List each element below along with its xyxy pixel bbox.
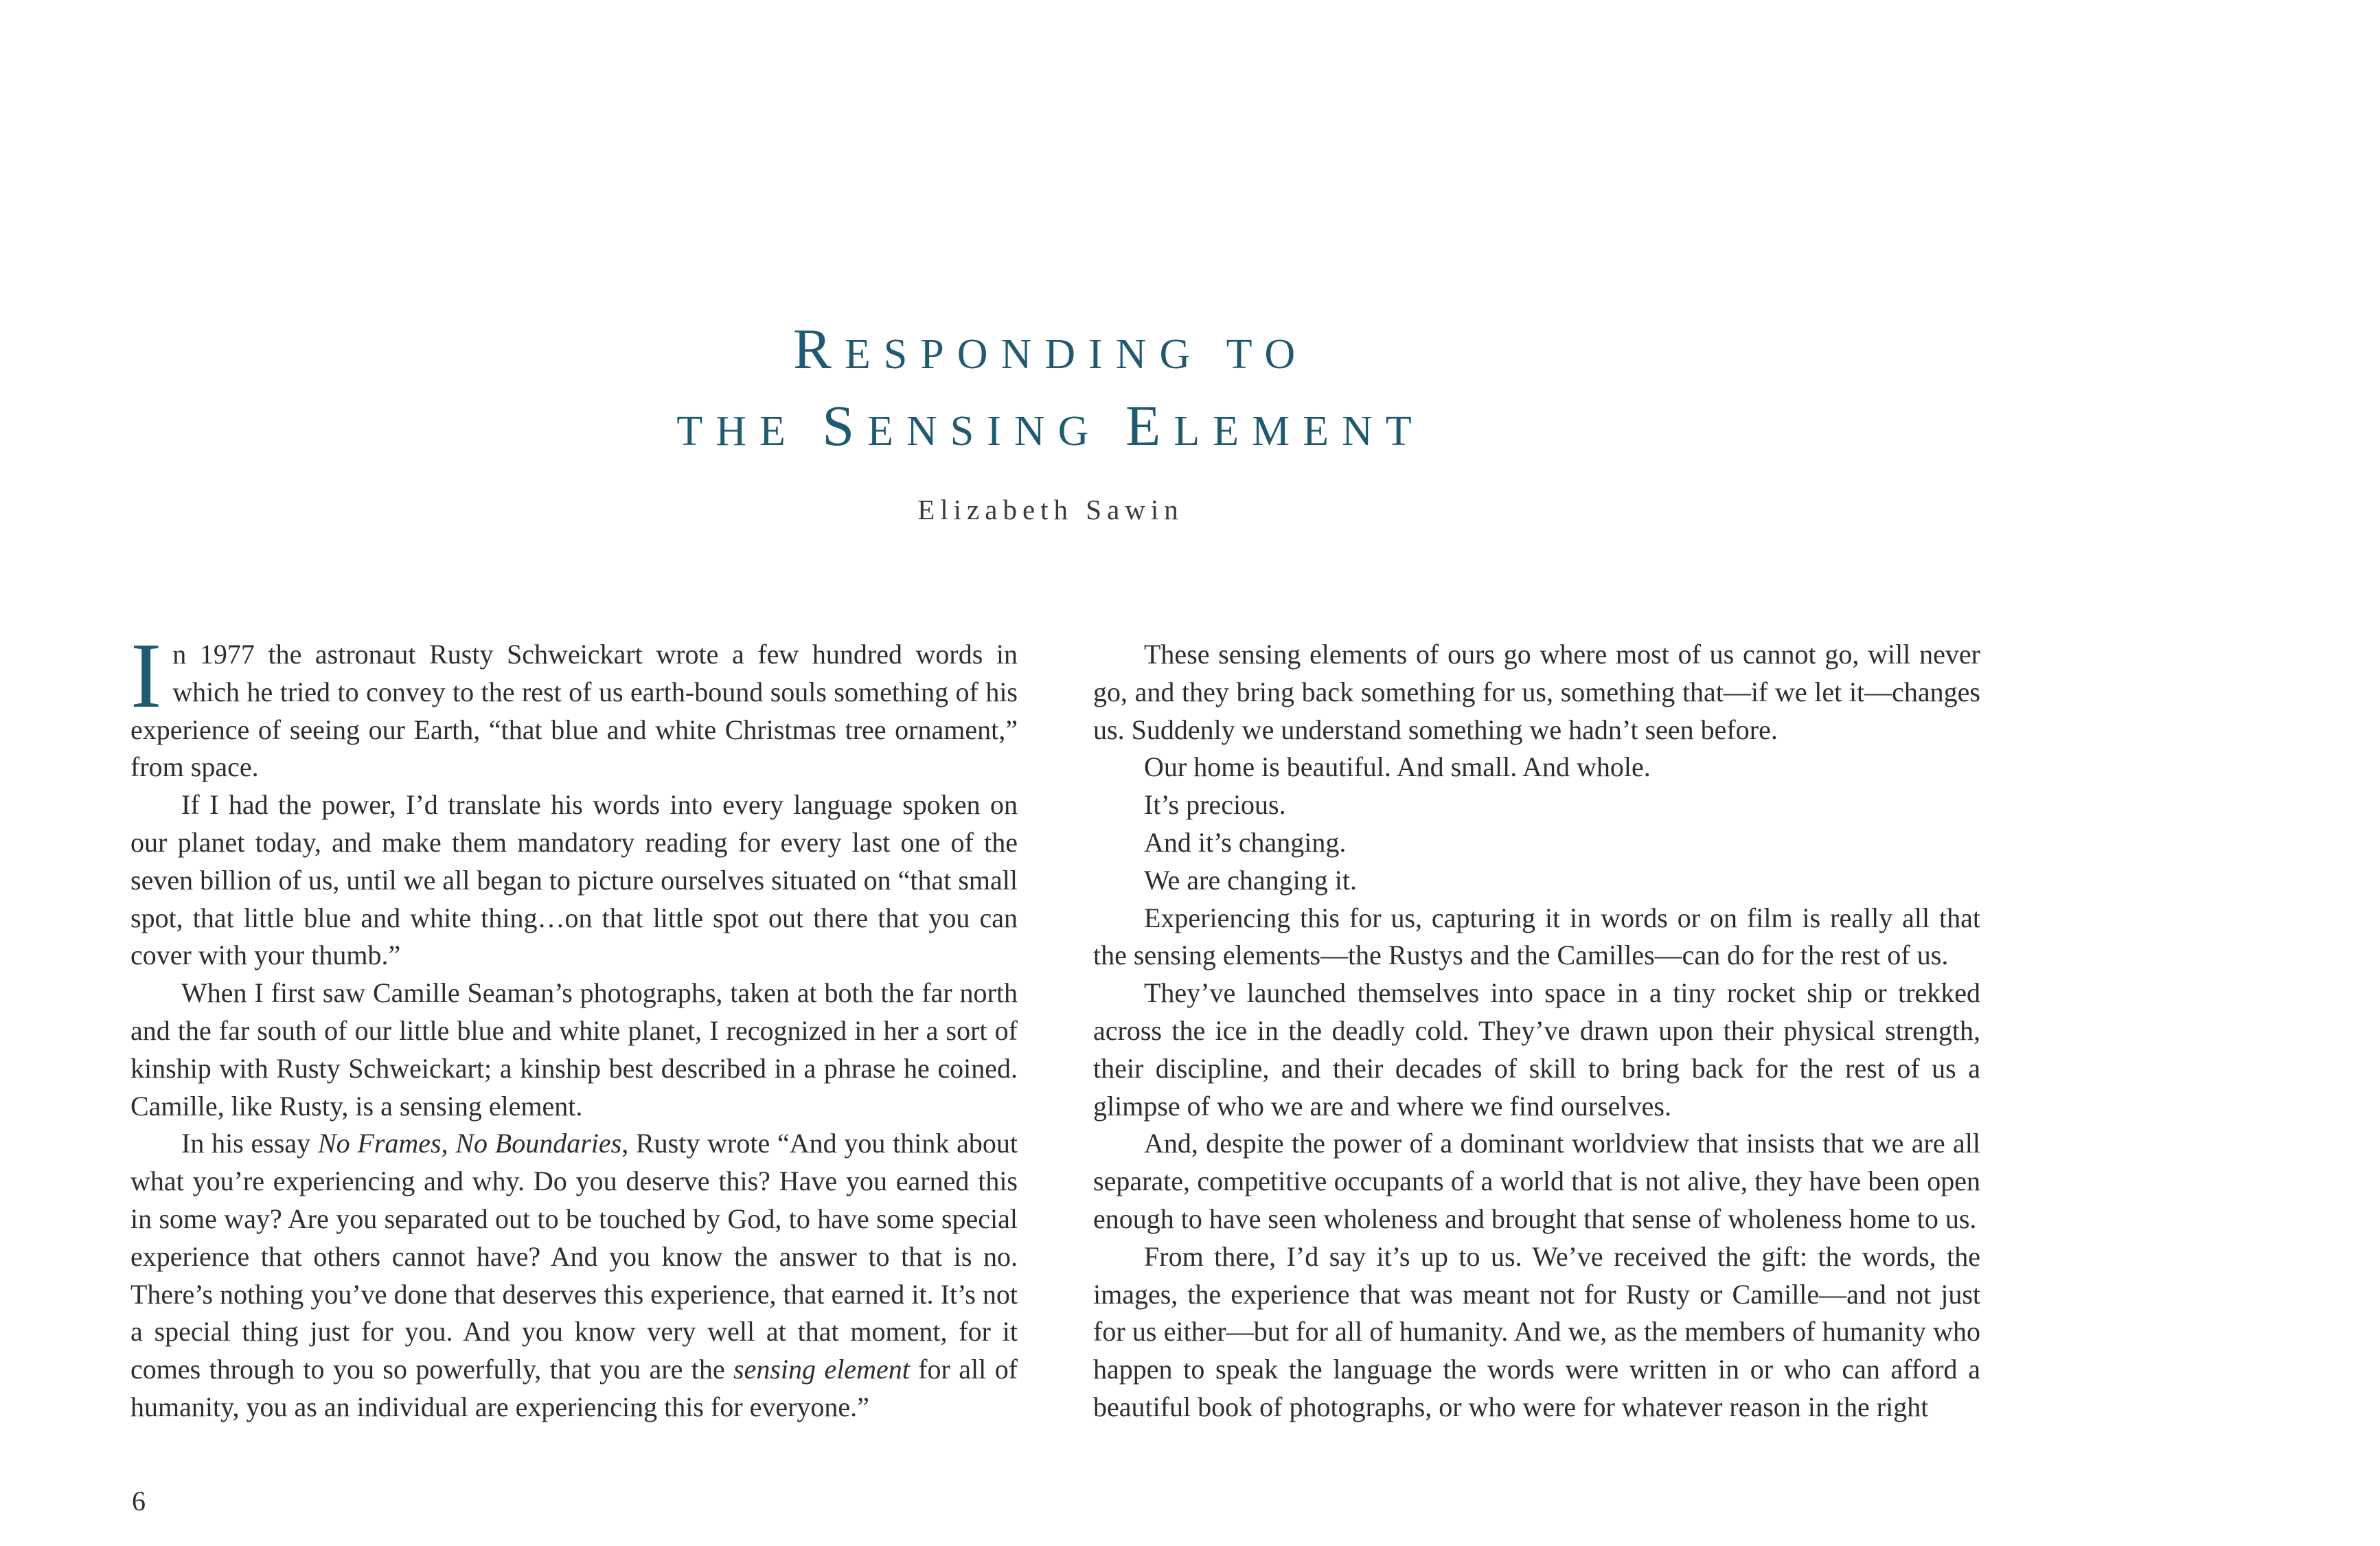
paragraph-text: n 1977 the astronaut Rusty Schweickart wrote a few hundred words in which he tried to convey to the rest of us earth-bound souls something of his experience of seeing our Earth, “that blue and white Christmas tree ornament,” from space. bbox=[130, 639, 1018, 783]
paragraph-text: In his essay bbox=[181, 1128, 318, 1159]
paragraph-text: for all of humanity, you as an individual are experiencing this for everyone.” bbox=[130, 1354, 1018, 1422]
title-initial-r: R bbox=[792, 317, 845, 381]
paragraph: And it’s changing. bbox=[1144, 826, 1347, 858]
paragraph bbox=[130, 1125, 1018, 1426]
author-name: Elizabeth Sawin bbox=[917, 494, 1184, 525]
essay-title: No Frames, No Boundaries bbox=[317, 1128, 622, 1159]
page-number: 6 bbox=[132, 1486, 146, 1516]
title-line-1 bbox=[0, 316, 2101, 383]
paragraph: It’s precious. bbox=[1144, 789, 1286, 821]
right-column bbox=[1093, 636, 1980, 1426]
title-text: LEMENT bbox=[1174, 408, 1425, 455]
paragraph: We are changing it. bbox=[1144, 864, 1357, 896]
left-column bbox=[130, 624, 1018, 1426]
paragraph: Our home is beautiful. And small. And whole. bbox=[1144, 751, 1651, 783]
paragraph: When I first saw Camille Seaman’s photographs, taken at both the far north and the far south of our little blue and white planet, I recognized in her a sort of kinship with Rusty Schweickart; a kinship best described in a phrase he coined. Camille, like Rusty, is a sensing element. bbox=[130, 977, 1018, 1122]
emphasis: sensing element bbox=[733, 1354, 910, 1385]
paragraph bbox=[130, 624, 1018, 786]
paragraph: If I had the power, I’d translate his words into every language spoken on our planet today, and make them mandatory reading for every last one of the seven billion of us, until we all began to picture ourselves situated on “that small spot, that little blue and white thing…on that little spot out there that you can cover with your thumb.” bbox=[130, 789, 1018, 971]
paragraph-text: , Rusty wrote “And you think about what you’re experiencing and why. Do you deserve this? Have you earned this in some way? Are you separated out to be touched by God, to have some special experience that others cannot have? And you know the answer to that is no. There’s nothing you’ve done that deserves this experience, that earned it. It’s not a special thing just for you. And you know very well at that moment, for it comes through to you so powerfully, that you are the bbox=[130, 1128, 1018, 1385]
paragraph: Experiencing this for us, capturing it in words or on film is really all that the sensing elements—the Rustys and the Camilles—can do for the rest of us. bbox=[1093, 902, 1980, 971]
title-text: ENSING bbox=[867, 408, 1125, 455]
paragraph: They’ve launched themselves into space in a tiny rocket ship or trekked across the ice in the deadly cold. They’ve drawn upon their physical strength, their discipline, and their decades of skill to bring back for the rest of us a glimpse of who we are and where we find ourselves. bbox=[1093, 977, 1980, 1122]
title-line-2 bbox=[0, 393, 2101, 459]
paragraph: From there, I’d say it’s up to us. We’ve received the gift: the words, the images, the experience that was meant not for Rusty or Camille—and not just for us either—but for all of humanity. And we, as the members of humanity who happen to speak the language the words were written in or who can afford a beautiful book of photographs, or who were for whatever reason in the right bbox=[1093, 1240, 1980, 1422]
paragraph: And, despite the power of a dominant worldview that insists that we are all separate, competitive occupants of a world that is not alive, they have been open enough to have seen wholeness and brought that sense of wholeness home to us. bbox=[1093, 1128, 1980, 1234]
title-initial-e: E bbox=[1125, 394, 1174, 458]
title-initial-s: S bbox=[822, 394, 868, 458]
drop-cap: I bbox=[130, 624, 162, 727]
title-text: ESPONDING TO bbox=[844, 331, 1309, 378]
title-text: THE bbox=[676, 408, 823, 455]
paragraph: These sensing elements of ours go where most of us cannot go, will never go, and they bring back something for us, something that—if we let it—changes us. Suddenly we understand something we hadn’t seen before. bbox=[1093, 639, 1980, 745]
